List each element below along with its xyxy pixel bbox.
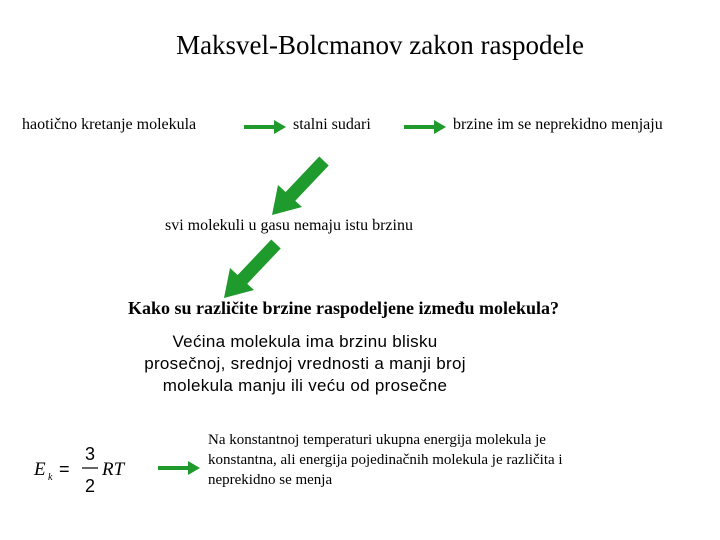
formula-subscript: k: [48, 472, 53, 483]
answer-paragraph: [100, 331, 510, 397]
kinetic-energy-formula: [32, 440, 142, 500]
answer-line: prosečnoj, srednjoj vrednosti a manji broj: [144, 354, 466, 373]
formula-denominator: 2: [85, 476, 96, 496]
formula-rhs: RT: [102, 459, 125, 480]
question-heading: Kako su različite brzine raspodeljene između molekula?: [128, 298, 559, 318]
energy-note: [208, 430, 658, 490]
note-line: Na konstantnoj temperaturi ukupna energija molekula je: [208, 432, 546, 448]
answer-line: Većina molekula ima brzinu blisku: [172, 332, 438, 351]
down-left-arrow-icon: [270, 155, 332, 217]
chain-step-collisions: stalni sudari: [293, 116, 371, 133]
consequence-text: svi molekuli u gasu nemaju istu brzinu: [165, 217, 413, 234]
answer-line: molekula manju ili veću od prosečne: [162, 376, 448, 395]
note-line: neprekidno se menja: [208, 472, 333, 488]
chain-step-chaotic-motion: haotično kretanje molekula: [22, 116, 197, 133]
formula-equals: =: [59, 459, 70, 479]
formula-lhs: E: [34, 459, 46, 480]
chain-step-speed-changes: brzine im se neprekidno menjaju: [453, 116, 663, 133]
formula-numerator: 3: [85, 444, 96, 464]
right-arrow-icon: [156, 458, 204, 478]
down-left-arrow-icon: [222, 238, 284, 300]
note-line: konstantna, ali energija pojedinačnih molekula je različita i: [208, 452, 563, 468]
slide-title: Maksvel-Bolcmanov zakon raspodele: [176, 30, 584, 60]
right-arrow-icon: [242, 117, 290, 137]
right-arrow-icon: [402, 117, 450, 137]
